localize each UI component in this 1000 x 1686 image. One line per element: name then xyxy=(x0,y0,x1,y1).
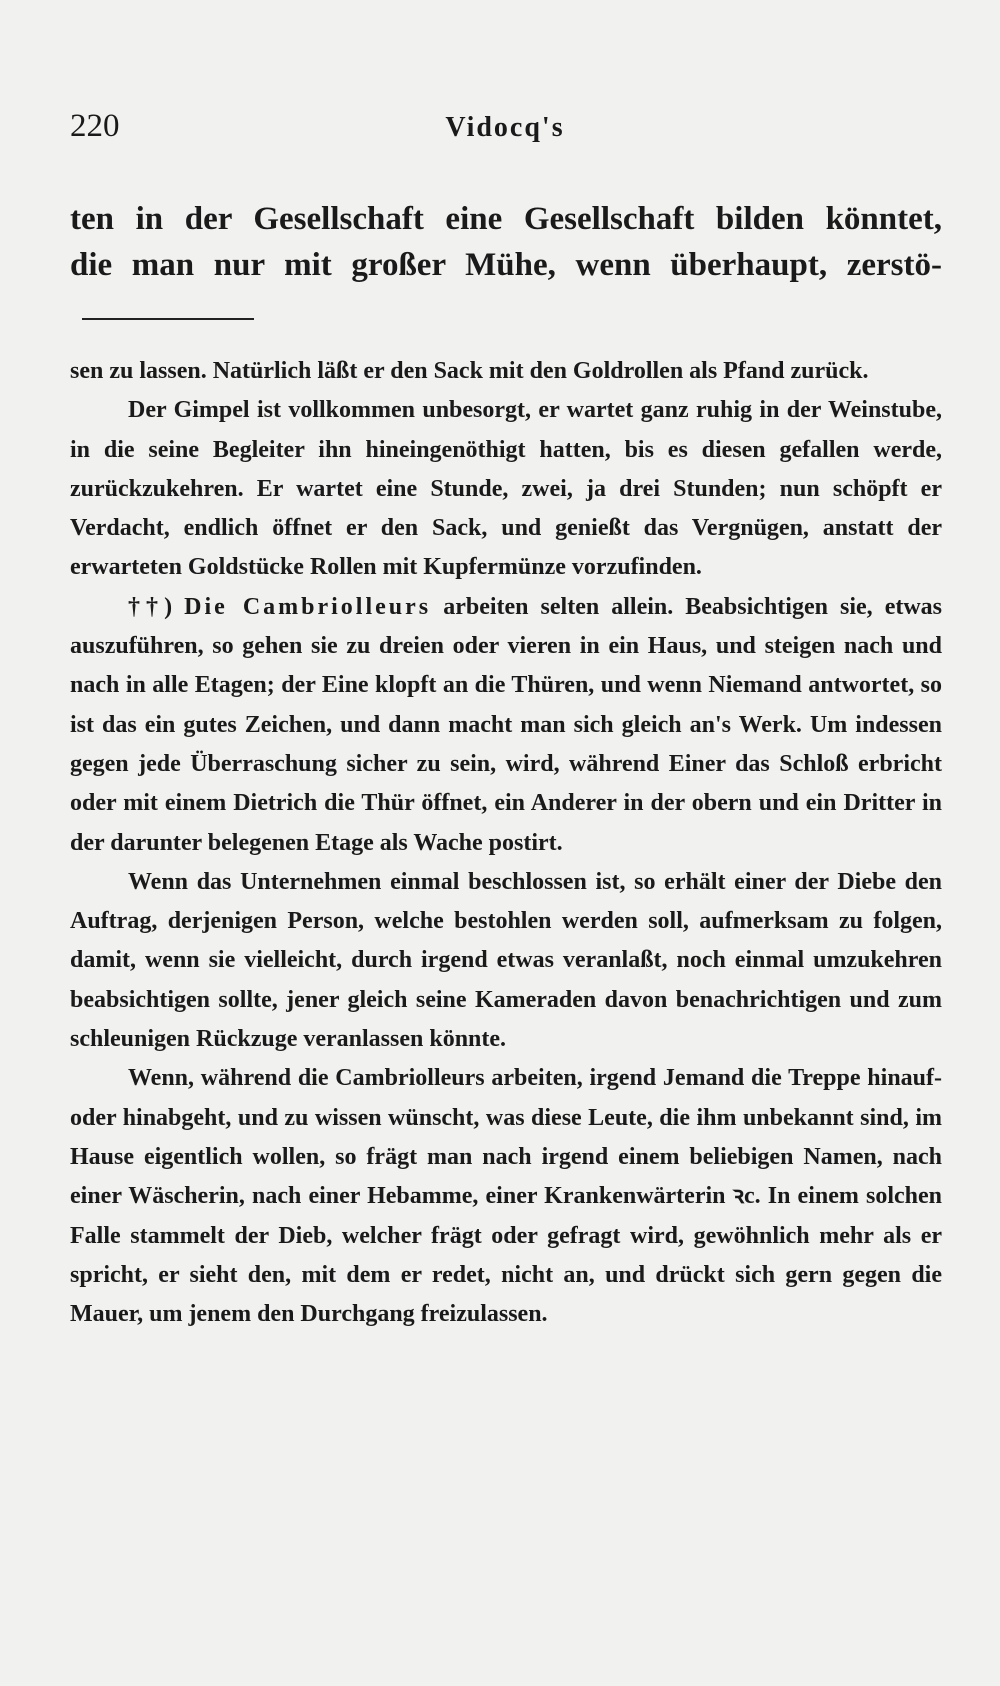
emphasized-term: Die Cambriolleurs xyxy=(184,593,432,620)
footnote-mark: ††) xyxy=(128,593,173,620)
main-text-block xyxy=(70,196,942,288)
footnote-paragraph: Der Gimpel ist vollkommen unbesorgt, er wartet ganz ruhig in der Weinstube, in die seine Begleiter ihn hineingenöthigt hatten, bis es diesen gefallen werde, zurückzukehren. Er wartet eine Stunde, zwei, ja drei Stunden; nun schöpft er Verdacht, endlich öffnet er den Sack, und genießt das Vergnügen, anstatt der erwarteten Goldstücke Rollen mit Kupfermünze vorzufinden. xyxy=(70,397,942,581)
page-header xyxy=(70,108,940,148)
running-title: Vidocq's xyxy=(445,112,565,143)
footnote-block xyxy=(70,352,942,1334)
footnote-rule xyxy=(82,318,254,320)
page-number: 220 xyxy=(70,108,120,144)
main-text-line: die man nur mit großer Mühe, wenn überhaupt, zerstö- xyxy=(70,247,942,283)
main-text-line: ten in der Gesellschaft eine Gesellschaft bilden könntet, xyxy=(70,201,942,237)
footnote-paragraph: Wenn, während die Cambriolleurs arbeiten, irgend Jemand die Treppe hinauf- oder hinabgeht, und zu wissen wünscht, was diese Leute, die ihm unbekannt sind, im Hause eigentlich wollen, so frägt man nach irgend einem beliebigen Namen, nach einer Wäscherin, nach einer Hebamme, einer Krankenwärterin ꝛc. In einem solchen Falle stammelt der Dieb, welcher frägt oder gefragt wird, gewöhnlich mehr als er spricht, er sieht den, mit dem er redet, nicht an, und drückt sich gern gegen die Mauer, um jenem den Durchgang freizulassen. xyxy=(70,1065,942,1328)
footnote-paragraph: Wenn das Unternehmen einmal beschlossen ist, so erhält einer der Diebe den Auftrag, derjenigen Person, welche bestohlen werden soll, aufmerksam zu folgen, damit, wenn sie vielleicht, durch irgend etwas veranlaßt, noch einmal umzukehren beabsichtigen sollte, jener gleich seine Kameraden davon benachrichtigen und zum schleunigen Rückzuge veranlassen könnte. xyxy=(70,868,942,1053)
footnote-paragraph: sen zu lassen. Natürlich läßt er den Sack mit den Goldrollen als Pfand zurück. xyxy=(70,358,869,384)
footnote-paragraph xyxy=(70,588,942,863)
footnote-text: arbeiten selten allein. Beabsichtigen sie, etwas auszuführen, so gehen sie zu dreien oder vieren in ein Haus, und steigen nach und nach in alle Etagen; der Eine klopft an die Thüren, und wenn Niemand antwortet, so ist das ein gutes Zeichen, und dann macht man sich gleich an's Werk. Um indessen gegen jede Überraschung sicher zu sein, wird, während Einer das Schloß erbricht oder mit einem Dietrich die Thür öffnet, ein Anderer in der obern und ein Dritter in der darunter belegenen Etage als Wache postirt. xyxy=(70,593,943,856)
